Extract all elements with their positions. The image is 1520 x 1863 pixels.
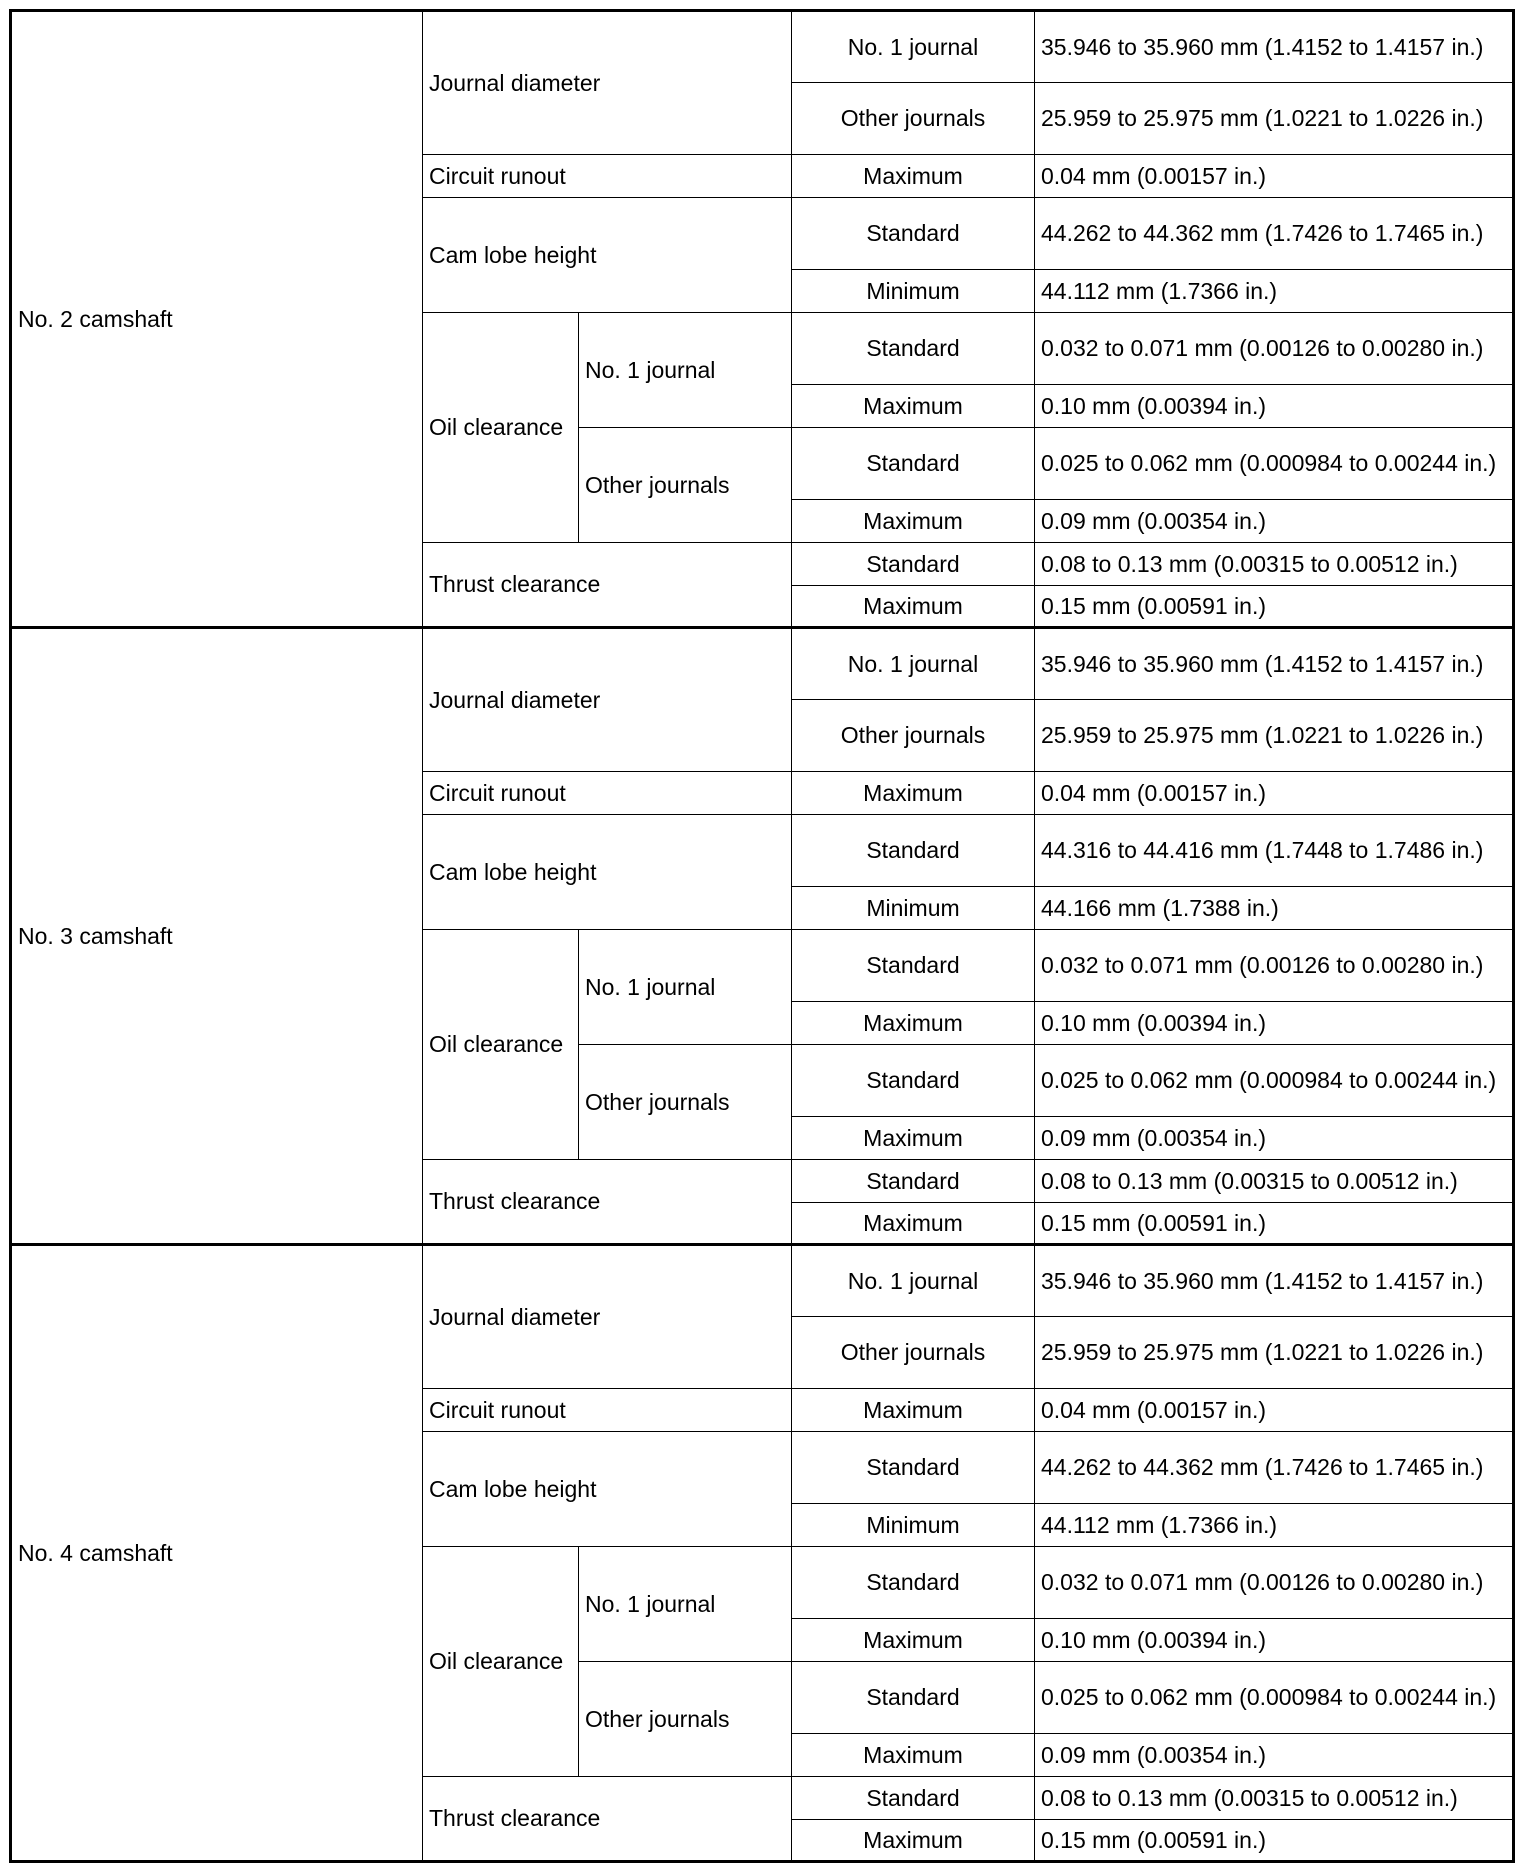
condition-cell: Standard [792, 1547, 1035, 1619]
table-row [11, 11, 1514, 83]
value-cell: 0.10 mm (0.00394 in.) [1035, 1002, 1514, 1045]
value-cell: 44.262 to 44.362 mm (1.7426 to 1.7465 in.) [1035, 198, 1514, 270]
condition-cell: Maximum [792, 1002, 1035, 1045]
condition-cell: Standard [792, 815, 1035, 887]
value-cell: 0.09 mm (0.00354 in.) [1035, 1117, 1514, 1160]
value-cell: 0.09 mm (0.00354 in.) [1035, 1734, 1514, 1777]
item-circuit-runout: Circuit runout [423, 1389, 792, 1432]
camshaft-name: No. 2 camshaft [11, 11, 423, 628]
value-cell: 0.032 to 0.071 mm (0.00126 to 0.00280 in.) [1035, 1547, 1514, 1619]
item-oil-clearance: Oil clearance [423, 930, 579, 1160]
item-journal-diameter: Journal diameter [423, 628, 792, 772]
sub-item-other-journals: Other journals [579, 428, 792, 543]
table-row [11, 628, 1514, 700]
condition-cell: Maximum [792, 772, 1035, 815]
condition-cell: Other journals [792, 83, 1035, 155]
value-cell: 0.10 mm (0.00394 in.) [1035, 1619, 1514, 1662]
item-thrust-clearance: Thrust clearance [423, 543, 792, 628]
condition-cell: Standard [792, 313, 1035, 385]
item-journal-diameter: Journal diameter [423, 11, 792, 155]
camshaft-name: No. 3 camshaft [11, 628, 423, 1245]
value-cell: 35.946 to 35.960 mm (1.4152 to 1.4157 in.) [1035, 11, 1514, 83]
condition-cell: Maximum [792, 1389, 1035, 1432]
item-cam-lobe-height: Cam lobe height [423, 815, 792, 930]
value-cell: 0.032 to 0.071 mm (0.00126 to 0.00280 in.) [1035, 313, 1514, 385]
value-cell: 25.959 to 25.975 mm (1.0221 to 1.0226 in.) [1035, 1317, 1514, 1389]
item-thrust-clearance: Thrust clearance [423, 1777, 792, 1862]
condition-cell: Minimum [792, 887, 1035, 930]
value-cell: 0.04 mm (0.00157 in.) [1035, 772, 1514, 815]
value-cell: 25.959 to 25.975 mm (1.0221 to 1.0226 in.) [1035, 83, 1514, 155]
condition-cell: Maximum [792, 586, 1035, 628]
value-cell: 0.04 mm (0.00157 in.) [1035, 155, 1514, 198]
condition-cell: Standard [792, 930, 1035, 1002]
value-cell: 35.946 to 35.960 mm (1.4152 to 1.4157 in.) [1035, 628, 1514, 700]
item-thrust-clearance: Thrust clearance [423, 1160, 792, 1245]
condition-cell: Maximum [792, 1734, 1035, 1777]
item-oil-clearance: Oil clearance [423, 1547, 579, 1777]
condition-cell: Standard [792, 1160, 1035, 1203]
camshaft-group [11, 1245, 1514, 1862]
value-cell: 0.15 mm (0.00591 in.) [1035, 586, 1514, 628]
condition-cell: Standard [792, 543, 1035, 586]
value-cell: 25.959 to 25.975 mm (1.0221 to 1.0226 in.) [1035, 700, 1514, 772]
value-cell: 0.025 to 0.062 mm (0.000984 to 0.00244 in.) [1035, 1045, 1514, 1117]
item-circuit-runout: Circuit runout [423, 155, 792, 198]
value-cell: 44.262 to 44.362 mm (1.7426 to 1.7465 in.) [1035, 1432, 1514, 1504]
condition-cell: Maximum [792, 385, 1035, 428]
value-cell: 0.025 to 0.062 mm (0.000984 to 0.00244 in.) [1035, 1662, 1514, 1734]
condition-cell: Standard [792, 1432, 1035, 1504]
item-oil-clearance: Oil clearance [423, 313, 579, 543]
value-cell: 44.112 mm (1.7366 in.) [1035, 270, 1514, 313]
value-cell: 0.032 to 0.071 mm (0.00126 to 0.00280 in.) [1035, 930, 1514, 1002]
value-cell: 35.946 to 35.960 mm (1.4152 to 1.4157 in.) [1035, 1245, 1514, 1317]
condition-cell: Maximum [792, 1203, 1035, 1245]
item-circuit-runout: Circuit runout [423, 772, 792, 815]
condition-cell: Maximum [792, 155, 1035, 198]
item-cam-lobe-height: Cam lobe height [423, 198, 792, 313]
spec-sheet [9, 9, 1515, 1863]
condition-cell: No. 1 journal [792, 628, 1035, 700]
value-cell: 0.025 to 0.062 mm (0.000984 to 0.00244 in.) [1035, 428, 1514, 500]
condition-cell: Standard [792, 1662, 1035, 1734]
condition-cell: Minimum [792, 270, 1035, 313]
condition-cell: Standard [792, 198, 1035, 270]
value-cell: 0.15 mm (0.00591 in.) [1035, 1203, 1514, 1245]
sub-item-no1-journal: No. 1 journal [579, 930, 792, 1045]
camshaft-group [11, 11, 1514, 628]
condition-cell: Standard [792, 1777, 1035, 1820]
value-cell: 0.10 mm (0.00394 in.) [1035, 385, 1514, 428]
item-journal-diameter: Journal diameter [423, 1245, 792, 1389]
value-cell: 0.04 mm (0.00157 in.) [1035, 1389, 1514, 1432]
camshaft-spec-table [9, 9, 1515, 1863]
condition-cell: Other journals [792, 1317, 1035, 1389]
camshaft-group [11, 628, 1514, 1245]
camshaft-name: No. 4 camshaft [11, 1245, 423, 1862]
value-cell: 44.316 to 44.416 mm (1.7448 to 1.7486 in.) [1035, 815, 1514, 887]
value-cell: 44.166 mm (1.7388 in.) [1035, 887, 1514, 930]
condition-cell: Maximum [792, 1619, 1035, 1662]
condition-cell: No. 1 journal [792, 11, 1035, 83]
condition-cell: Standard [792, 428, 1035, 500]
condition-cell: Other journals [792, 700, 1035, 772]
condition-cell: Maximum [792, 1117, 1035, 1160]
sub-item-no1-journal: No. 1 journal [579, 313, 792, 428]
value-cell: 0.08 to 0.13 mm (0.00315 to 0.00512 in.) [1035, 1160, 1514, 1203]
condition-cell: Standard [792, 1045, 1035, 1117]
value-cell: 0.09 mm (0.00354 in.) [1035, 500, 1514, 543]
sub-item-no1-journal: No. 1 journal [579, 1547, 792, 1662]
value-cell: 0.08 to 0.13 mm (0.00315 to 0.00512 in.) [1035, 543, 1514, 586]
sub-item-other-journals: Other journals [579, 1045, 792, 1160]
condition-cell: Maximum [792, 1820, 1035, 1862]
condition-cell: Maximum [792, 500, 1035, 543]
sub-item-other-journals: Other journals [579, 1662, 792, 1777]
condition-cell: No. 1 journal [792, 1245, 1035, 1317]
condition-cell: Minimum [792, 1504, 1035, 1547]
value-cell: 0.15 mm (0.00591 in.) [1035, 1820, 1514, 1862]
table-row [11, 1245, 1514, 1317]
value-cell: 0.08 to 0.13 mm (0.00315 to 0.00512 in.) [1035, 1777, 1514, 1820]
value-cell: 44.112 mm (1.7366 in.) [1035, 1504, 1514, 1547]
item-cam-lobe-height: Cam lobe height [423, 1432, 792, 1547]
